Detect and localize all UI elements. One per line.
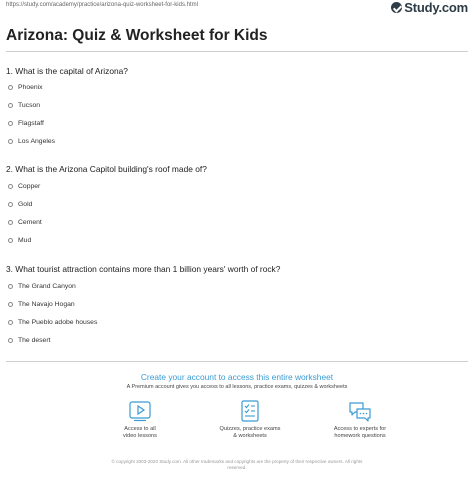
option-label: Phoenix bbox=[18, 83, 43, 91]
option-label: The Navajo Hogan bbox=[18, 300, 75, 308]
study-logo[interactable] bbox=[391, 0, 468, 15]
feature-label-line1: Access to all bbox=[124, 426, 156, 432]
logo-text: Study.com bbox=[404, 0, 468, 15]
answer-option[interactable] bbox=[8, 114, 55, 132]
option-label: Flagstaff bbox=[18, 119, 44, 127]
feature-experts bbox=[320, 400, 400, 440]
radio-icon[interactable] bbox=[8, 302, 13, 307]
answer-option[interactable] bbox=[8, 232, 42, 250]
answer-option[interactable] bbox=[8, 332, 97, 350]
question-1-options bbox=[8, 78, 55, 151]
footer-line2: reserved. bbox=[227, 465, 247, 470]
option-label: Gold bbox=[18, 200, 33, 208]
video-icon bbox=[128, 400, 152, 422]
feature-quizzes bbox=[210, 400, 290, 440]
chat-icon bbox=[348, 400, 372, 422]
footer-line1: © copyright 2003-2020 Study.com. All other trademarks and copyrights are the property of their respective owners. All rights bbox=[111, 459, 363, 464]
answer-option[interactable] bbox=[8, 295, 97, 313]
option-label: Mud bbox=[18, 237, 32, 245]
page-url: https://study.com/academy/practice/arizona-quiz-worksheet-for-kids.html bbox=[6, 2, 198, 8]
answer-option[interactable] bbox=[8, 313, 97, 331]
option-label: The desert bbox=[18, 337, 51, 345]
radio-icon[interactable] bbox=[8, 121, 13, 126]
title-divider bbox=[6, 51, 468, 52]
feature-label-line1: Access to experts for bbox=[333, 426, 387, 432]
cta-divider bbox=[6, 361, 468, 362]
cta-subtitle: A Premium account gives you access to all lessons, practice exams, quizzes & worksheets bbox=[126, 384, 348, 390]
answer-option[interactable] bbox=[8, 195, 42, 213]
radio-icon[interactable] bbox=[8, 320, 13, 325]
feature-label-line2: video lessons bbox=[123, 433, 157, 439]
answer-option[interactable] bbox=[8, 133, 55, 151]
option-label: Copper bbox=[18, 182, 41, 190]
answer-option[interactable] bbox=[8, 177, 42, 195]
option-label: Los Angeles bbox=[18, 138, 56, 146]
radio-icon[interactable] bbox=[8, 85, 13, 90]
cta-title-link[interactable]: Create your account to access this entire worksheet bbox=[140, 372, 334, 382]
radio-icon[interactable] bbox=[8, 202, 13, 207]
feature-label-line2: homework questions bbox=[334, 433, 386, 439]
radio-icon[interactable] bbox=[8, 103, 13, 108]
radio-icon[interactable] bbox=[8, 284, 13, 289]
option-label: Tucson bbox=[18, 101, 41, 109]
question-3-text: 3. What tourist attraction contains more than 1 billion years' worth of rock? bbox=[6, 264, 281, 274]
radio-icon[interactable] bbox=[8, 139, 13, 144]
question-1-text: 1. What is the capital of Arizona? bbox=[6, 66, 128, 76]
feature-label-line2: & worksheets bbox=[233, 433, 267, 439]
option-label: The Pueblo adobe houses bbox=[18, 318, 98, 326]
question-3-options bbox=[8, 277, 97, 350]
radio-icon[interactable] bbox=[8, 184, 13, 189]
copyright-footer bbox=[80, 459, 394, 471]
radio-icon[interactable] bbox=[8, 238, 13, 243]
feature-label-line1: Quizzes, practice exams bbox=[219, 426, 281, 432]
cta-section bbox=[0, 372, 474, 390]
radio-icon[interactable] bbox=[8, 338, 13, 343]
answer-option[interactable] bbox=[8, 78, 55, 96]
page-title: Arizona: Quiz & Worksheet for Kids bbox=[6, 27, 268, 44]
answer-option[interactable] bbox=[8, 277, 97, 295]
answer-option[interactable] bbox=[8, 96, 55, 114]
question-2-text: 2. What is the Arizona Capitol building's roof made of? bbox=[6, 164, 207, 174]
checkmark-logo-icon bbox=[391, 2, 402, 13]
question-2-options bbox=[8, 177, 42, 250]
option-label: The Grand Canyon bbox=[18, 282, 76, 290]
option-label: Cement bbox=[18, 218, 42, 226]
quiz-icon bbox=[238, 400, 262, 422]
features-row bbox=[100, 400, 400, 440]
feature-video-lessons bbox=[100, 400, 180, 440]
radio-icon[interactable] bbox=[8, 220, 13, 225]
answer-option[interactable] bbox=[8, 213, 42, 231]
